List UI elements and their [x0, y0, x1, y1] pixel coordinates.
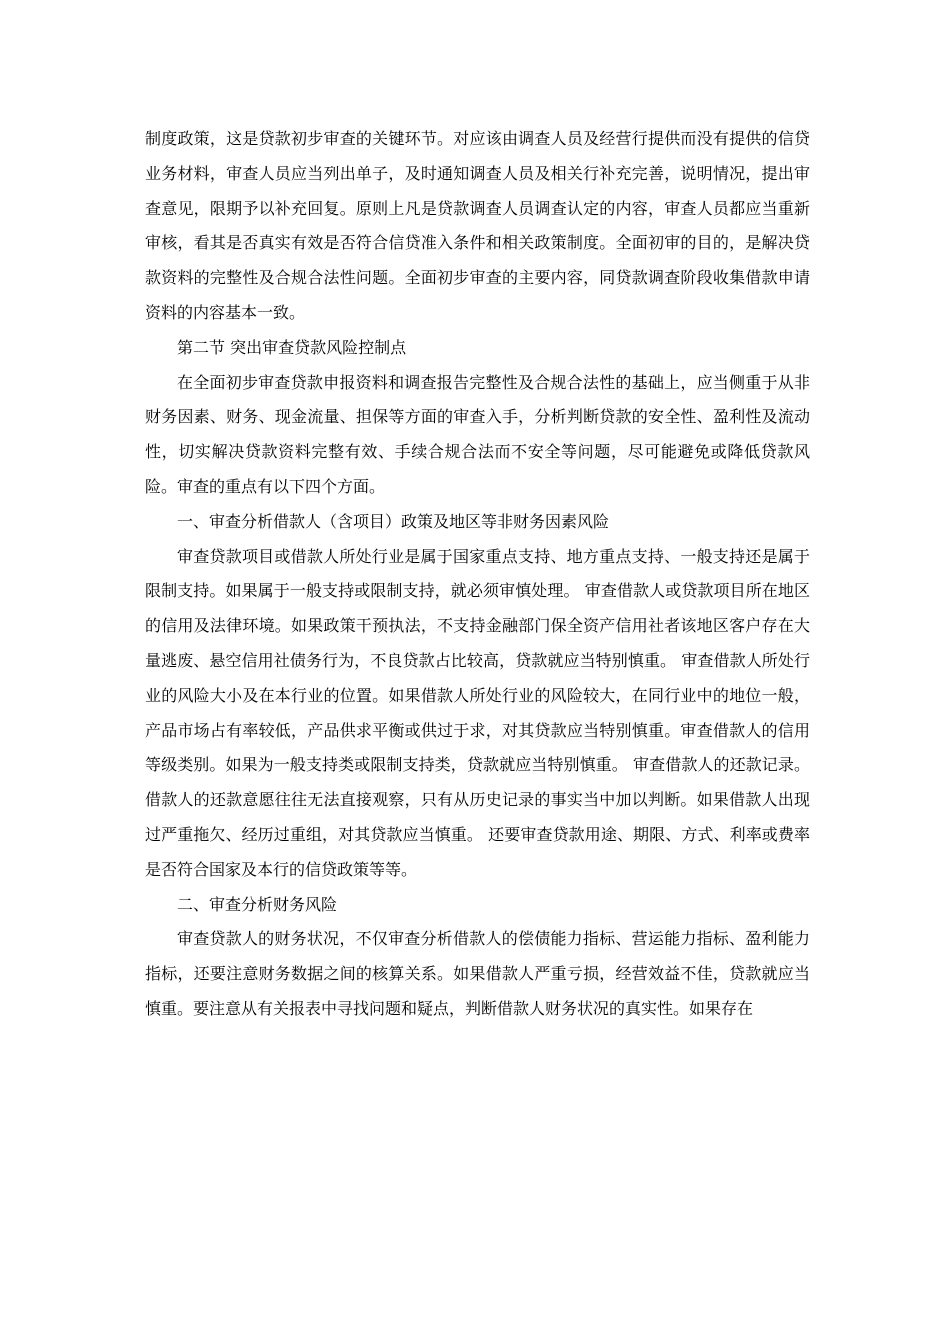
paragraph-continuation: 制度政策，这是贷款初步审查的关键环节。对应该由调查人员及经营行提供而没有提供的信贷业务材料，审查人员应当列出单子，及时通知调查人员及相关行补充完善，说明情况，提出审查意见，限期予以补充回复。原则上凡是贷款调查人员调查认定的内容，审查人员都应当重新审核，看其是否真实有效是否符合信贷准入条件和相关政策制度。全面初审的目的，是解决贷款资料的完整性及合规合法性问题。全面初步审查的主要内容，同贷款调查阶段收集借款申请资料的内容基本一致。 [145, 129, 810, 322]
paragraph: 审查贷款项目或借款人所处行业是属于国家重点支持、地方重点支持、一般支持还是属于限制支持。如果属于一般支持或限制支持，就必须审慎处理。 审查借款人或贷款项目所在地区的信用及法律环境。如果政策干预执法，不支持金融部门保全资产信用社者该地区客户存在大量逃废、悬空信用社债务行为，不良贷款占比较高，贷款就应当特别慎重。 审查借款人所处行业的风险大小及在本行业的位置。如果借款人所处行业的风险较大，在同行业中的地位一般，产品市场占有率较低，产品供求平衡或供过于求，对其贷款应当特别慎重。审查借款人的信用等级类别。如果为一般支持类或限制支持类，贷款就应当特别慎重。 审查借款人的还款记录。借款人的还款意愿往往无法直接观察，只有从历史记录的事实当中加以判断。如果借款人出现过严重拖欠、经历过重组，对其贷款应当慎重。 还要审查贷款用途、期限、方式、利率或费率是否符合国家及本行的信贷政策等等。 [145, 546, 810, 879]
subsection-heading: 一、审查分析借款人（含项目）政策及地区等非财务因素风险 [177, 511, 610, 531]
paragraph: 审查贷款人的财务状况，不仅审查分析借款人的偿债能力指标、营运能力指标、盈利能力指标，还要注意财务数据之间的核算关系。如果借款人严重亏损，经营效益不佳，贷款就应当慎重。要注意从有关报表中寻找问题和疑点，判断借款人财务状况的真实性。如果存在 [145, 929, 810, 1018]
section-heading: 第二节 突出审查贷款风险控制点 [177, 337, 407, 357]
document-body [145, 122, 810, 1027]
subsection-heading: 二、审查分析财务风险 [177, 894, 338, 914]
paragraph: 在全面初步审查贷款申报资料和调查报告完整性及合规合法性的基础上，应当侧重于从非财务因素、财务、现金流量、担保等方面的审查入手，分析判断贷款的安全性、盈利性及流动性，切实解决贷款资料完整有效、手续合规合法而不安全等问题，尽可能避免或降低贷款风险。审查的重点有以下四个方面。 [145, 372, 810, 496]
